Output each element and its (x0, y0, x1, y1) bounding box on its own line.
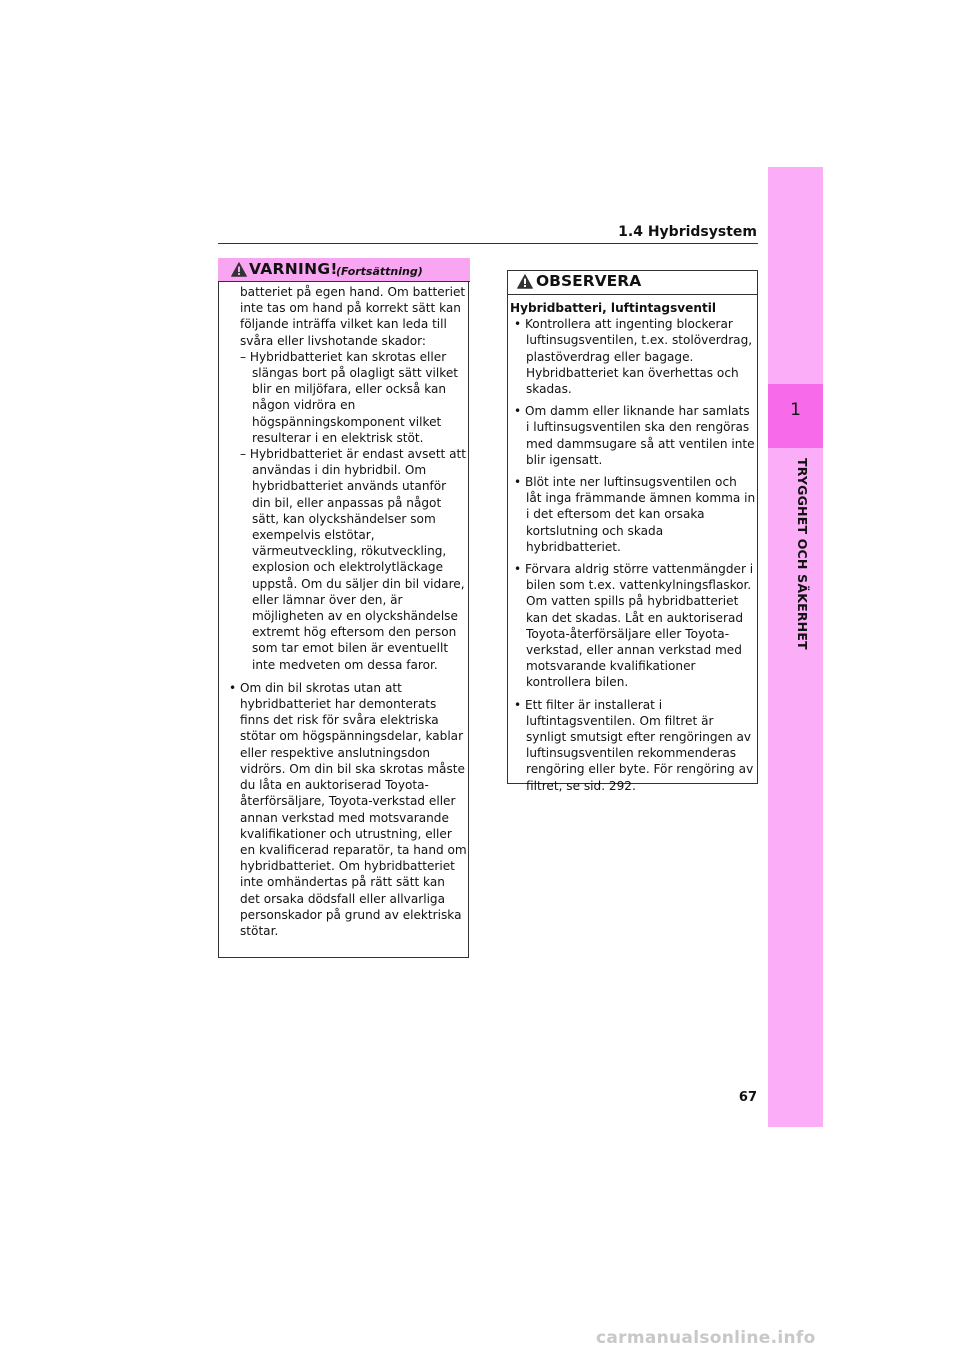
observera-text (510, 300, 756, 800)
warning-triangle-icon (231, 262, 247, 277)
warning-title: VARNING! (249, 260, 338, 278)
observera-bullet-item: • Blöt inte ner luftinsugsventilen och låt inga främmande ämnen komma in i det eftersom det kan orsaka kortslutning och skada hybridbatteriet. (514, 475, 756, 554)
warning-dash-item: – Hybridbatteriet kan skrotas eller slängas bort på olagligt sätt vilket blir en miljöfara, eller också kan någon vidröra en högspänningskomponent vilket resulterar i en elektrisk stöt. (240, 349, 459, 445)
observera-subhead: Hybridbatteri, luftintagsventil (510, 301, 717, 315)
warning-text (226, 284, 468, 939)
observera-title: OBSERVERA (536, 272, 642, 290)
chapter-number: 1 (790, 400, 801, 420)
warning-continued: (Fortsättning) (336, 265, 423, 278)
warning-bullet-item: • Om din bil skrotas utan att hybridbatteriet har demonterats finns det risk för svåra elektriska stötar om högspänningsdelar, kablar eller respektive anslutningsdon vidrörs. Om din bil ska skrotas måste du låta en auktoriserad Toyota-återförsäljare, Toyota-verkstad eller annan verkstad med motsvarande kvalifikationer och utrustning, eller en kvalificerad reparatör, ta hand om hybridbatteriet. Om hybridbatteriet inte omhändertas på rätt sätt kan det orsaka dödsfall eller allvarliga personskador på grund av elektriska stötar. (229, 680, 467, 938)
header-divider (218, 243, 758, 244)
page-number: 67 (738, 1090, 757, 1105)
section-title: 1.4 Hybridsystem (618, 224, 757, 240)
observera-bullet-item: • Om damm eller liknande har samlats i luftinsugsventilen ska den rengöras med dammsugare så att ventilen inte blir igensatt. (514, 404, 755, 467)
warning-lead: batteriet på egen hand. Om batteriet inte tas om hand på korrekt sätt kan följande inträffa vilket kan leda till svåra eller livshotande skador: (240, 285, 466, 348)
observera-bullet-item: • Kontrollera att ingenting blockerar luftinsugsventilen, t.ex. stolöverdrag, plastöverdrag eller bagage. Hybridbatteriet kan överhettas och skadas. (514, 317, 753, 397)
watermark: carmanualsonline.info (596, 1328, 816, 1348)
warning-dash-item: – Hybridbatteriet är endast avsett att användas i din hybridbil. Om hybridbatteriet används utanför din bil, eller anpassas på något sätt, kan olyckshändelser som exempelvis elstötar, värmeutveckling, rökutveckling, explosion och elektrolytläckage uppstå. Om du säljer din bil vidare, eller lämnar över den, är möjligheten av en olyckshändelse extremt hög eftersom den person som tar emot bilen är eventuellt inte medveten om dessa faror. (240, 447, 467, 672)
warning-triangle-icon (517, 274, 533, 289)
chapter-label: TRYGGHET OCH SÄKERHET (795, 458, 810, 650)
observera-bullet-item: • Ett filter är installerat i luftintagsventilen. Om filtret är synligt smutsigt efter rengöringen av luftinsugsventilen rekommenderas rengöring eller byte. För rengöring av filtret, se sid. 292. (514, 697, 754, 793)
observera-header-divider (507, 294, 758, 295)
observera-bullet-item: • Förvara aldrig större vattenmängder i bilen som t.ex. vattenkylningsflaskor. Om vatten spills på hybridbatteriet kan det skadas. Låt en auktoriserad Toyota-återförsäljare eller Toyota-verkstad, eller annan verkstad med motsvarande kvalifikationer kontrollera bilen. (514, 562, 754, 690)
